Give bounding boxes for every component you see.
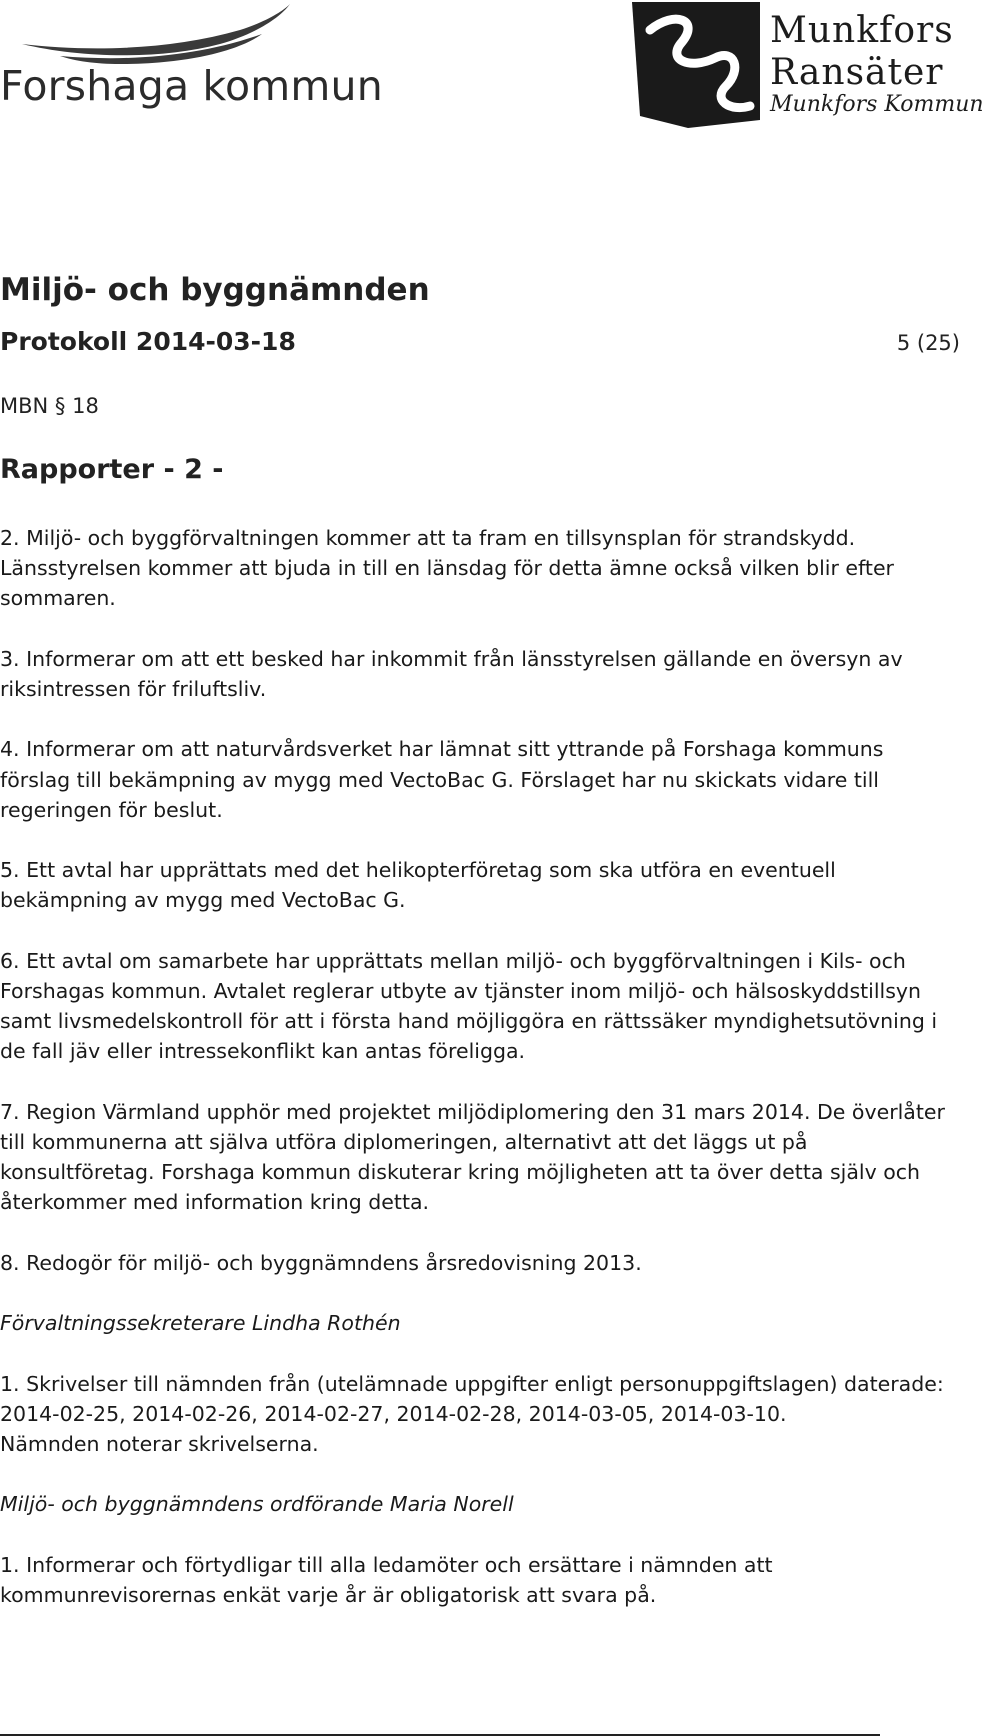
forshaga-swoosh-icon xyxy=(0,0,340,70)
section-title: Rapporter - 2 - xyxy=(0,454,224,485)
committee-title: Miljö- och byggnämnden xyxy=(0,272,430,308)
chair-heading: Miljö- och byggnämndens ordförande Maria Norell xyxy=(0,1492,514,1517)
munkfors-logo-line3: Munkfors Kommun xyxy=(770,92,984,117)
report-item-5: 5. Ett avtal har upprättats med det helikopterföretag som ska utföra en eventuell bekämpning av mygg med VectoBac G. xyxy=(0,858,836,913)
chair-item-1: 1. Informerar och förtydligar till alla ledamöter och ersättare i nämnden att kommunrevisorernas enkät varje år är obligatorisk att svara på. xyxy=(0,1552,773,1607)
report-item-7: 7. Region Värmland upphör med projektet miljödiplomering den 31 mars 2014. De överlåter till kommunerna att själva utföra diplomeringen, alternativt att det läggs ut på konsultföretag. Forshaga kommun diskuterar kring möjligheten att ta över detta själv och återkommer med information kring detta. xyxy=(0,1099,945,1215)
report-item-3: 3. Informerar om att ett besked har inkommit från länsstyrelsen gällande en översyn av riksintressen för friluftsliv. xyxy=(0,646,903,701)
secretary-heading: Förvaltningssekreterare Lindha Rothén xyxy=(0,1311,401,1336)
report-item-6: 6. Ett avtal om samarbete har upprättats mellan miljö- och byggförvaltningen i Kils- och Forshagas kommun. Avtalet reglerar utbyte av tjänster inom miljö- och hälsoskyddstillsyn samt livsmedelskontroll för att i första hand möjliggöra en rättssäker myndighetsutövning i de fall jäv eller intressekonflikt kan antas föreligga. xyxy=(0,948,938,1064)
munkfors-logo-line1: Munkfors xyxy=(770,10,954,51)
munkfors-logo-line2: Ransäter xyxy=(770,52,944,93)
forshaga-logo xyxy=(0,0,383,125)
munkfors-logo xyxy=(630,0,984,135)
page-number: 5 (25) xyxy=(896,331,960,355)
paragraph-reference: MBN § 18 xyxy=(0,394,99,418)
protocol-date: Protokoll 2014-03-18 xyxy=(0,327,296,356)
munkfors-emblem-icon xyxy=(630,0,765,130)
secretary-item-1: 1. Skrivelser till nämnden från (utelämnade uppgifter enligt personuppgiftslagen) daterade: 2014-02-25, 2014-02-26, 2014-02-27, 2014-02-28, 2014-03-05, 2014-03-10. xyxy=(0,1371,944,1426)
secretary-note: Nämnden noterar skrivelserna. xyxy=(0,1431,319,1456)
report-item-2: 2. Miljö- och byggförvaltningen kommer att ta fram en tillsynsplan för strandskydd. Länsstyrelsen kommer att bjuda in till en länsdag för detta ämne också vilken blir efter sommaren. xyxy=(0,526,894,611)
protocol-body xyxy=(0,523,960,1640)
forshaga-logo-text: Forshaga kommun xyxy=(0,62,383,110)
report-item-4: 4. Informerar om att naturvårdsverket har lämnat sitt yttrande på Forshaga kommuns förslag till bekämpning av mygg med VectoBac G. Förslaget har nu skickats vidare till regeringen för beslut. xyxy=(0,737,884,822)
report-item-8: 8. Redogör för miljö- och byggnämndens årsredovisning 2013. xyxy=(0,1250,642,1275)
